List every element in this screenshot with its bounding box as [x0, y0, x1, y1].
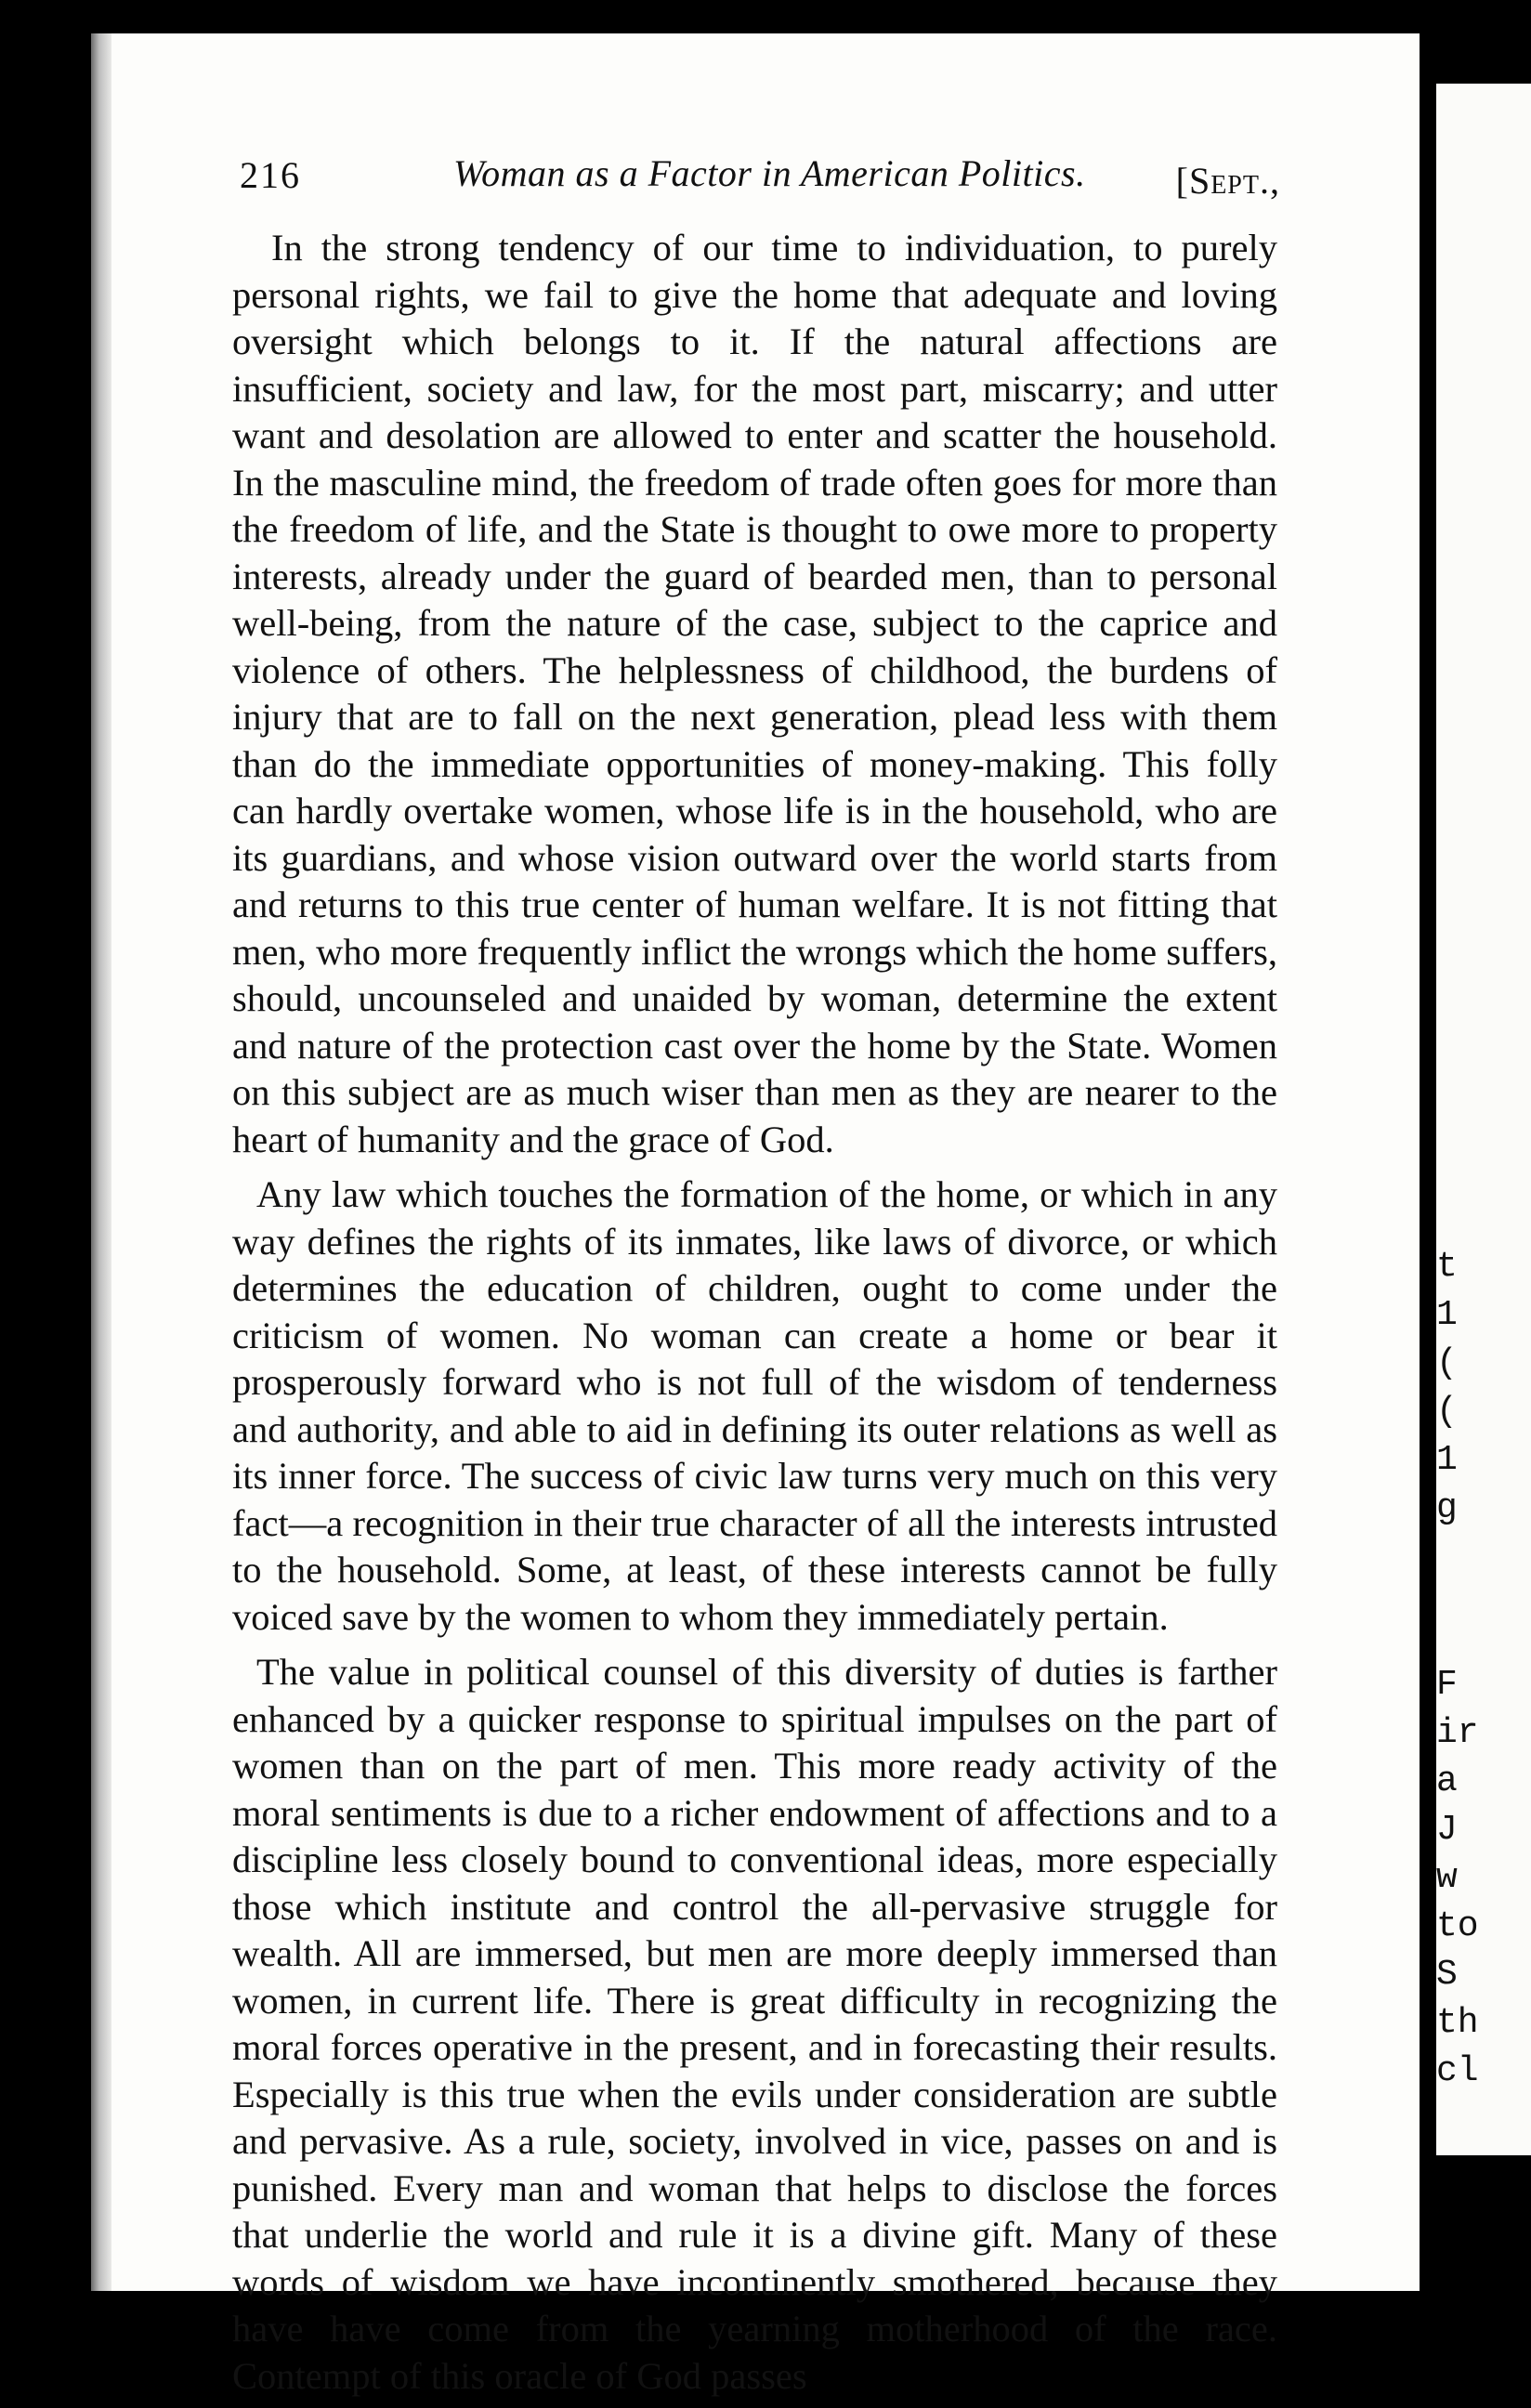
section-label: [Sept., [1175, 160, 1280, 202]
paragraph-3: The value in political counsel of this diversity of duties is farther enhanced by a quicker response to spiritual impulses on the part of women than on the part of men. This more ready activity of the moral sentiments is due to a richer endowment of affections and to a discipline less closely bound to conventional ideas, more especially those which institute and control the all-pervasive struggle for wealth. All are immersed, but men are more deeply immersed than women, in current life. There is great difficulty in recognizing the moral forces operative in the present, and in forecasting their results. Especially is this true when the evils under consideration are subtle and pervasive. As a rule, society, involved in vice, passes on and is punished. Every man and woman that helps to disclose the forces that underlie the world and rule it is a divine gift. Many of these words of wisdom we have incontinently smothered, because they have have come from the yearning motherhood of the race. Contempt of this oracle of God passes [232, 1651, 1277, 2397]
adjacent-page-fragment-lower: F ir a J w to S th cl [1436, 1665, 1479, 2091]
paragraph-1: In the strong tendency of our time to individuation, to purely personal rights, we fail to give the home that adequate and loving oversight which belongs to it. If the natural affections are insufficient, society and law, for the most part, miscarry; and utter want and desolation are allowed to enter and scatter the household. In the masculine mind, the freedom of trade often goes for more than the freedom of life, and the State is thought to owe more to property interests, already under the guard of bearded men, than to personal well-being, from the nature of the case, subject to the caprice and violence of others. The helplessness of childhood, the burdens of injury that are to fall on the next generation, plead less with them than do the immediate opportunities of money-making. This folly can hardly overtake women, whose life is in the household, who are its guardians, and whose vision outward over the world starts from and returns to this true center of human welfare. It is not fitting that men, who more frequently inflict the wrongs which the home suffers, should, uncounseled and unaided by woman, determine the extent and nature of the protection cast over the home by the State. Women on this subject are as much wiser than men as they are nearer to the heart of humanity and the grace of God. [232, 227, 1277, 1160]
page-number: 216 [240, 154, 301, 196]
paragraph-2: Any law which touches the formation of the home, or which in any way defines the rights of its inmates, like laws of divorce, or which determines the education of children, ought to come under the criticism of women. No woman can create a home or bear it prosperously forward who is not full of the wisdom of tenderness and authority, and able to aid in defining its outer relations as well as its inner force. The success of civic law turns very much on this very fact—a recognition in their true character of all the interests intrusted to the household. Some, at least, of these interests cannot be fully voiced save by the women to whom they immediately pertain. [232, 1173, 1277, 1638]
running-title: Woman as a Factor in American Politics. [453, 152, 1086, 194]
page-binding-edge [91, 33, 111, 2291]
adjacent-page-strip [1436, 84, 1531, 2155]
adjacent-page-fragment-upper: t 1 ( ( 1 g [1436, 1247, 1458, 1528]
page-gutter [1420, 0, 1436, 2334]
body-text [232, 225, 1277, 2408]
page-header [240, 144, 1280, 205]
